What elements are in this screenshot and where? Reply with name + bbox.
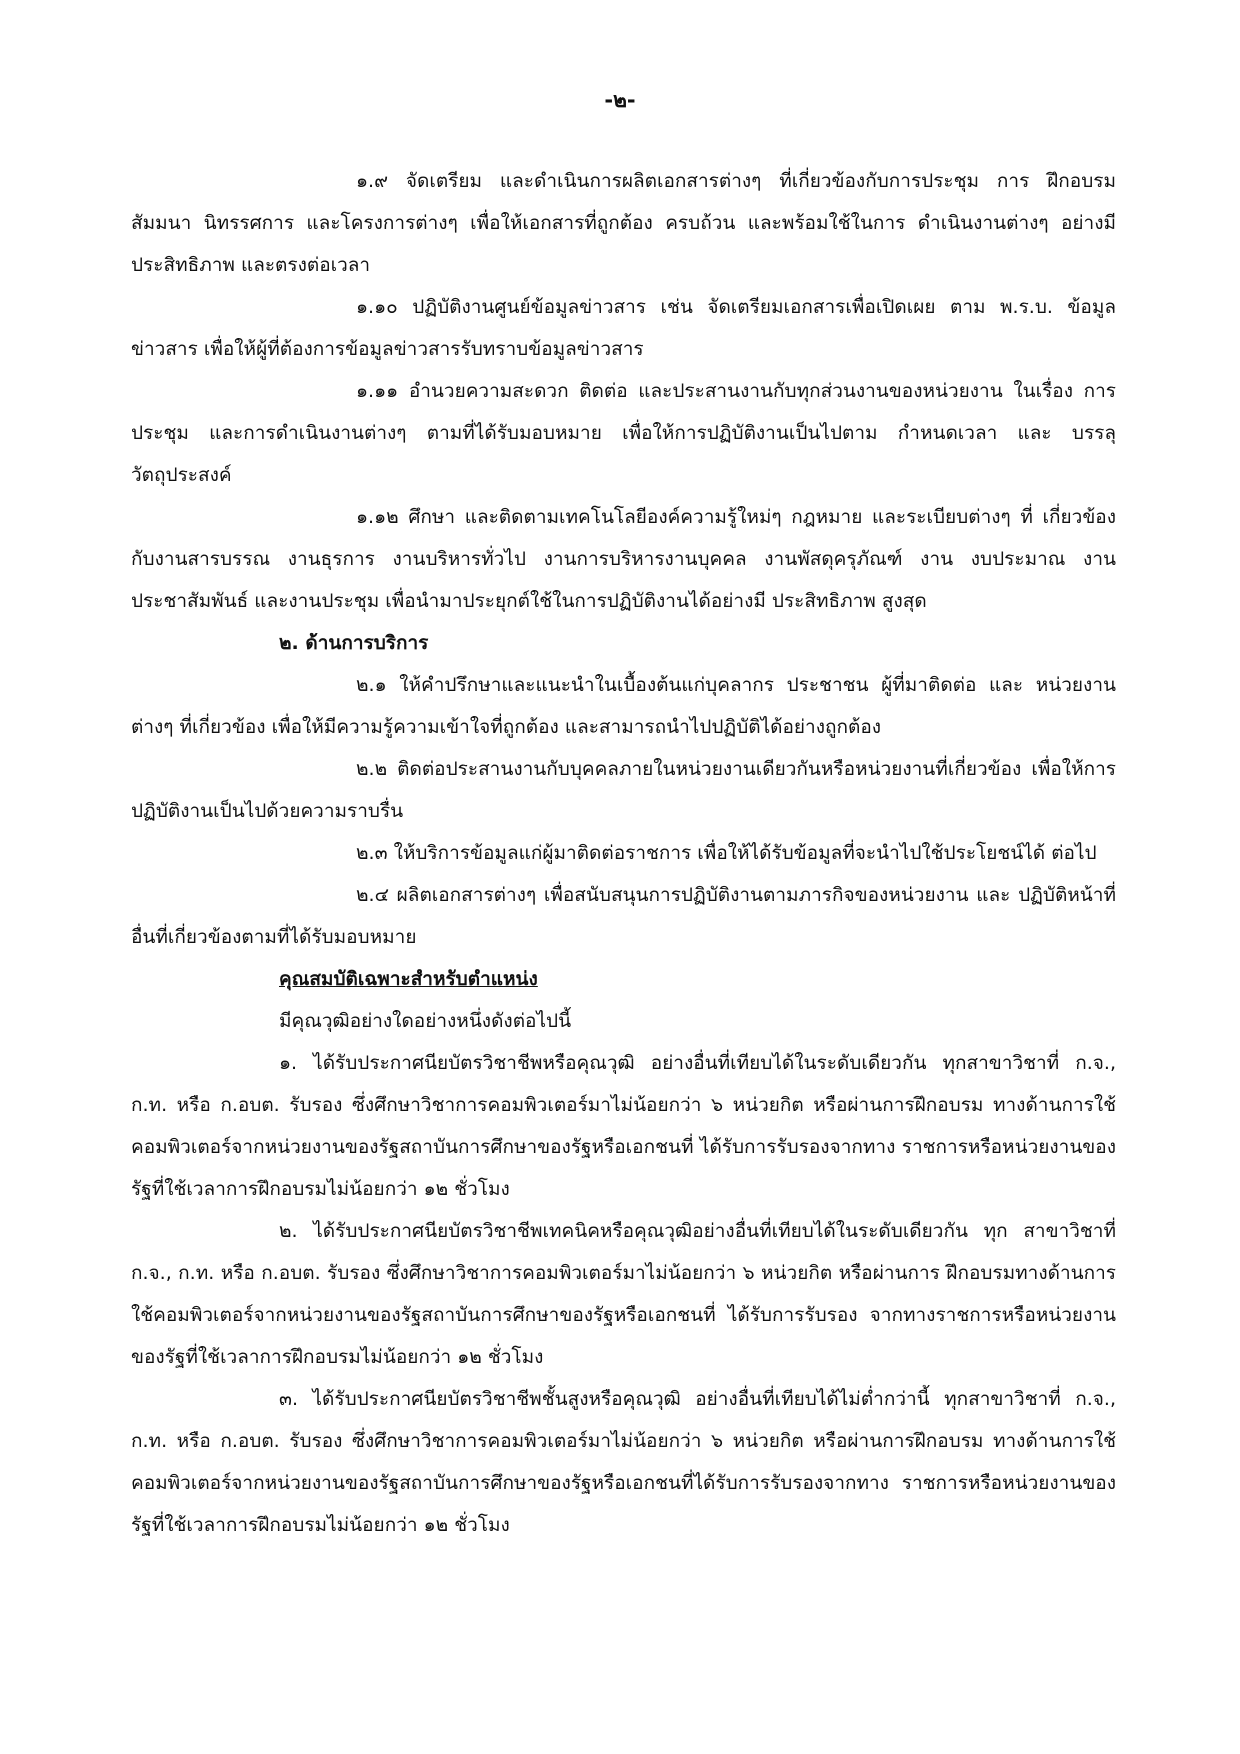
- qualification-item-1: ๑. ได้รับประกาศนียบัตรวิชาชีพหรือคุณวุฒิ อย่างอื่นที่เทียบได้ในระดับเดียวกัน ทุกสาขาวิชาที่ ก.จ., ก.ท. หรือ ก.อบต. รับรอง ซึ่งศึกษาวิชาการคอมพิวเตอร์มาไม่น้อยกว่า ๖ หน่วยกิต หรือผ่านการฝึกอบรม ทางด้านการใช้คอมพิวเตอร์จากหน่วยงานของรัฐสถาบันการศึกษาของรัฐหรือเอกชนที่ ได้รับการรับรองจากทาง ราชการหรือหน่วยงานของรัฐที่ใช้เวลาการฝึกอบรมไม่น้อยกว่า ๑๒ ชั่วโมง: [131, 1052, 1116, 1200]
- duty-item-1-11: ๑.๑๑ อำนวยความสะดวก ติดต่อ และประสานงานกับทุกส่วนงานของหน่วยงาน ในเรื่อง การประชุม และการดำเนินงานต่างๆ ตามที่ได้รับมอบหมาย เพื่อให้การปฏิบัติงานเป็นไปตาม กำหนดเวลา และ บรรลุวัตถุประสงค์: [131, 380, 1116, 486]
- document-body: [131, 160, 1116, 1546]
- service-item-2-4: ๒.๔ ผลิตเอกสารต่างๆ เพื่อสนับสนุนการปฏิบัติงานตามภารกิจของหน่วยงาน และ ปฏิบัติหน้าที่อื่นที่เกี่ยวข้องตามที่ได้รับมอบหมาย: [131, 884, 1116, 948]
- service-item-2-1: ๒.๑ ให้คำปรึกษาและแนะนำในเบื้องต้นแก่บุคลากร ประชาชน ผู้ที่มาติดต่อ และ หน่วยงานต่างๆ ที่เกี่ยวข้อง เพื่อให้มีความรู้ความเข้าใจที่ถูกต้อง และสามารถนำไปปฏิบัติได้อย่างถูกต้อง: [131, 674, 1116, 738]
- duty-item-1-12: ๑.๑๒ ศึกษา และติดตามเทคโนโลยีองค์ความรู้ใหม่ๆ กฎหมาย และระเบียบต่างๆ ที่ เกี่ยวข้องกับงานสารบรรณ งานธุรการ งานบริหารทั่วไป งานการบริหารงานบุคคล งานพัสดุครุภัณฑ์ งาน งบประมาณ งานประชาสัมพันธ์ และงานประชุม เพื่อนำมาประยุกต์ใช้ในการปฏิบัติงานได้อย่างมี ประสิทธิภาพ สูงสุด: [131, 506, 1116, 612]
- qualification-item-3: ๓. ได้รับประกาศนียบัตรวิชาชีพชั้นสูงหรือคุณวุฒิ อย่างอื่นที่เทียบได้ไม่ต่ำกว่านี้ ทุกสาขาวิชาที่ ก.จ., ก.ท. หรือ ก.อบต. รับรอง ซึ่งศึกษาวิชาการคอมพิวเตอร์มาไม่น้อยกว่า ๖ หน่วยกิต หรือผ่านการฝึกอบรม ทางด้านการใช้คอมพิวเตอร์จากหน่วยงานของรัฐสถาบันการศึกษาของรัฐหรือเอกชนที่ได้รับการรับรองจากทาง ราชการหรือหน่วยงานของรัฐที่ใช้เวลาการฝึกอบรมไม่น้อยกว่า ๑๒ ชั่วโมง: [131, 1388, 1116, 1536]
- qualification-intro: มีคุณวุฒิอย่างใดอย่างหนึ่งดังต่อไปนี้: [279, 1010, 572, 1032]
- service-item-2-3: ๒.๓ ให้บริการข้อมูลแก่ผู้มาติดต่อราชการ เพื่อให้ได้รับข้อมูลที่จะนำไปใช้ประโยชน์ได้ ต่อไป: [356, 842, 1097, 864]
- page-number: -๒-: [604, 88, 636, 112]
- duty-item-1-9: ๑.๙ จัดเตรียม และดำเนินการผลิตเอกสารต่างๆ ที่เกี่ยวข้องกับการประชุม การ ฝึกอบรม สัมมนา นิทรรศการ และโครงการต่างๆ เพื่อให้เอกสารที่ถูกต้อง ครบถ้วน และพร้อมใช้ในการ ดำเนินงานต่างๆ อย่างมีประสิทธิภาพ และตรงต่อเวลา: [131, 170, 1116, 276]
- duty-item-1-10: ๑.๑๐ ปฏิบัติงานศูนย์ข้อมูลข่าวสาร เช่น จัดเตรียมเอกสารเพื่อเปิดเผย ตาม พ.ร.บ. ข้อมูลข่าวสาร เพื่อให้ผู้ที่ต้องการข้อมูลข่าวสารรับทราบข้อมูลข่าวสาร: [131, 296, 1116, 360]
- service-section-heading: ๒. ด้านการบริการ: [279, 632, 429, 654]
- qualification-item-2: ๒. ได้รับประกาศนียบัตรวิชาชีพเทคนิคหรือคุณวุฒิอย่างอื่นที่เทียบได้ในระดับเดียวกัน ทุก สาขาวิชาที่ ก.จ., ก.ท. หรือ ก.อบต. รับรอง ซึ่งศึกษาวิชาการคอมพิวเตอร์มาไม่น้อยกว่า ๖ หน่วยกิต หรือผ่านการ ฝึกอบรมทางด้านการใช้คอมพิวเตอร์จากหน่วยงานของรัฐสถาบันการศึกษาของรัฐหรือเอกชนที่ ได้รับการรับรอง จากทางราชการหรือหน่วยงานของรัฐที่ใช้เวลาการฝึกอบรมไม่น้อยกว่า ๑๒ ชั่วโมง: [131, 1220, 1116, 1368]
- service-item-2-2: ๒.๒ ติดต่อประสานงานกับบุคคลภายในหน่วยงานเดียวกันหรือหน่วยงานที่เกี่ยวข้อง เพื่อให้การปฏิบัติงานเป็นไปด้วยความราบรื่น: [131, 758, 1116, 822]
- qualification-heading: คุณสมบัติเฉพาะสำหรับตำแหน่ง: [279, 968, 538, 990]
